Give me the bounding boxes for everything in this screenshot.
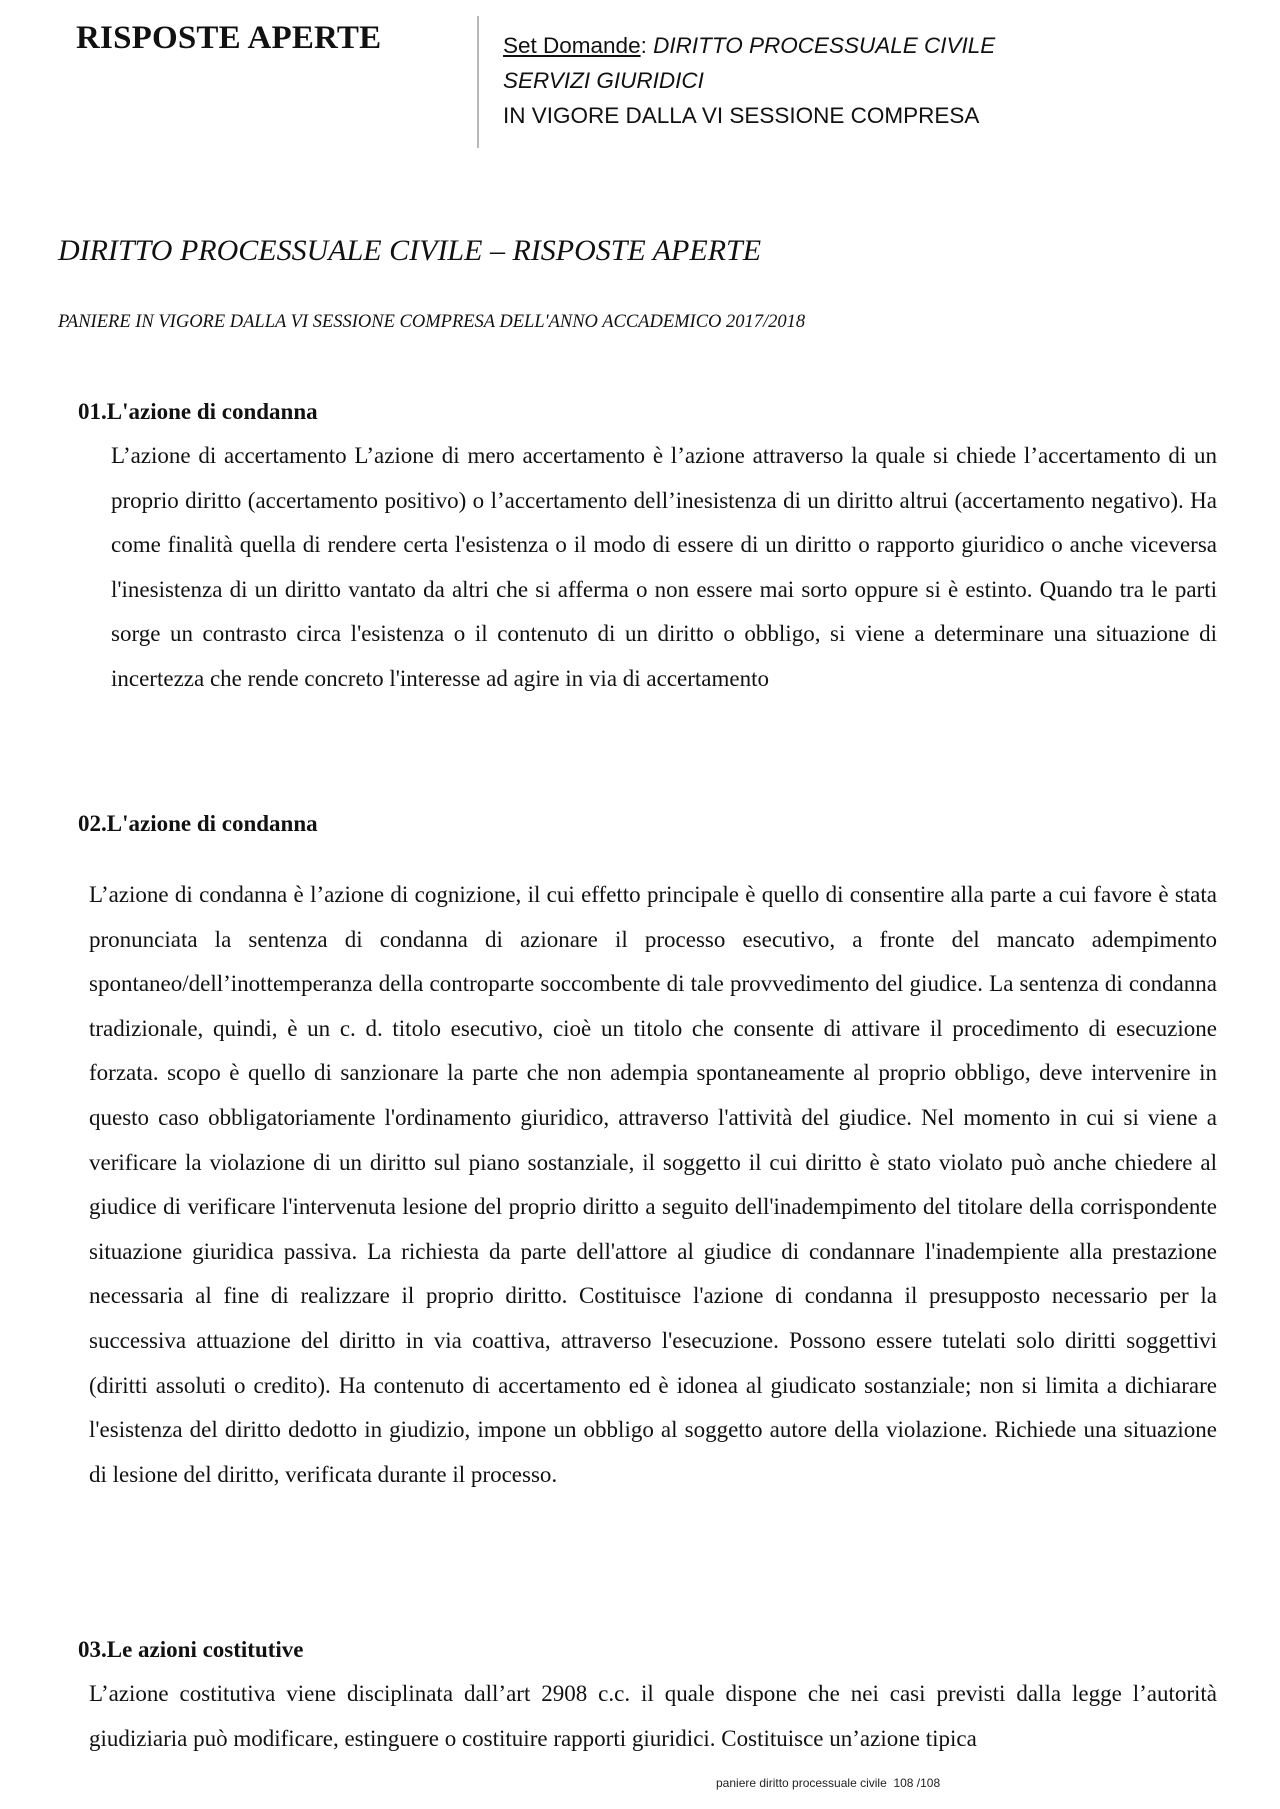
question-2-number: 02. — [78, 811, 107, 836]
footer-text: paniere diritto processuale civile — [716, 1776, 887, 1790]
question-3-answer: L’azione costitutiva viene disciplinata dall’art 2908 c.c. il quale dispone che nei casi previsti dalla legge l’autorità giudiziaria può modificare, estinguere o costituire rapporti giuridici. Costituisce un’azione tipica — [89, 1681, 1217, 1751]
question-1-heading — [78, 399, 318, 425]
set-label: Set Domande — [503, 33, 641, 58]
header-divider — [477, 16, 479, 148]
question-1-number: 01. — [78, 399, 107, 424]
header-line-2: SERVIZI GIURIDICI — [503, 68, 704, 93]
header-title: RISPOSTE APERTE — [76, 20, 382, 56]
header-line-3: IN VIGORE DALLA VI SESSIONE COMPRESA — [503, 103, 980, 128]
question-3-number: 03. — [78, 1637, 107, 1662]
set-value: DIRITTO PROCESSUALE CIVILE — [653, 33, 996, 58]
question-2-answer: L’azione di condanna è l’azione di cognizione, il cui effetto principale è quello di consentire alla parte a cui favore è stata pronunciata la sentenza di condanna di azionare il processo esecutivo, a fronte del mancato adempimento spontaneo/dell’inottemperanza della controparte soccombente di tale provvedimento del giudice. La sentenza di condanna tradizionale, quindi, è un c. d. titolo esecutivo, cioè un titolo che consente di attivare il procedimento di esecuzione forzata. scopo è quello di sanzionare la parte che non adempia spontaneamente al proprio obbligo, deve intervenire in questo caso obbligatoriamente l'ordinamento giuridico, attraverso l'attività del giudice. Nel momento in cui si viene a verificare la violazione di un diritto sul piano sostanziale, il soggetto il cui diritto è stato violato può anche chiedere al giudice di verificare l'intervenuta lesione del proprio diritto a seguito dell'inadempimento del titolare della corrispondente situazione giuridica passiva. La richiesta da parte dell'attore al giudice di condannare l'inadempiente alla prestazione necessaria al fine di realizzare il proprio diritto. Costituisce l'azione di condanna il presupposto necessario per la successiva attuazione del diritto in via coattiva, attraverso l'esecuzione. Possono essere tutelati solo diritti soggettivi (diritti assoluti o credito). Ha contenuto di accertamento ed è idonea al giudicato sostanziale; non si limita a dichiarare l'esistenza del diritto dedotto in giudizio, impone un obbligo al soggetto autore della violazione. Richiede una situazione di lesione del diritto, verificata durante il processo. — [89, 882, 1217, 1487]
page-footer — [716, 1776, 940, 1790]
document-title: DIRITTO PROCESSUALE CIVILE – RISPOSTE APERTE — [58, 234, 762, 267]
header-info — [503, 28, 995, 133]
document-subtitle: PANIERE IN VIGORE DALLA VI SESSIONE COMPRESA DELL'ANNO ACCADEMICO 2017/2018 — [58, 312, 806, 332]
set-separator: : — [640, 33, 654, 58]
header-set-line — [503, 28, 995, 63]
question-2-heading — [78, 811, 318, 837]
question-3-heading — [78, 1637, 304, 1663]
question-1-title: L'azione di condanna — [106, 399, 318, 424]
question-3-title: Le azioni costitutive — [106, 1637, 304, 1662]
footer-page-number: 108 /108 — [893, 1776, 941, 1790]
question-2-title: L'azione di condanna — [106, 811, 318, 836]
question-1-answer: L’azione di accertamento L’azione di mero accertamento è l’azione attraverso la quale si chiede l’accertamento di un proprio diritto (accertamento positivo) o l’accertamento dell’inesistenza di un diritto altrui (accertamento negativo). Ha come finalità quella di rendere certa l'esistenza o il modo di essere di un diritto o rapporto giuridico o anche viceversa l'inesistenza di un diritto vantato da altri che si afferma o non essere mai sorto oppure si è estinto. Quando tra le parti sorge un contrasto circa l'esistenza o il contenuto di un diritto o obbligo, si viene a determinare una situazione di incertezza che rende concreto l'interesse ad agire in via di accertamento — [111, 443, 1217, 691]
